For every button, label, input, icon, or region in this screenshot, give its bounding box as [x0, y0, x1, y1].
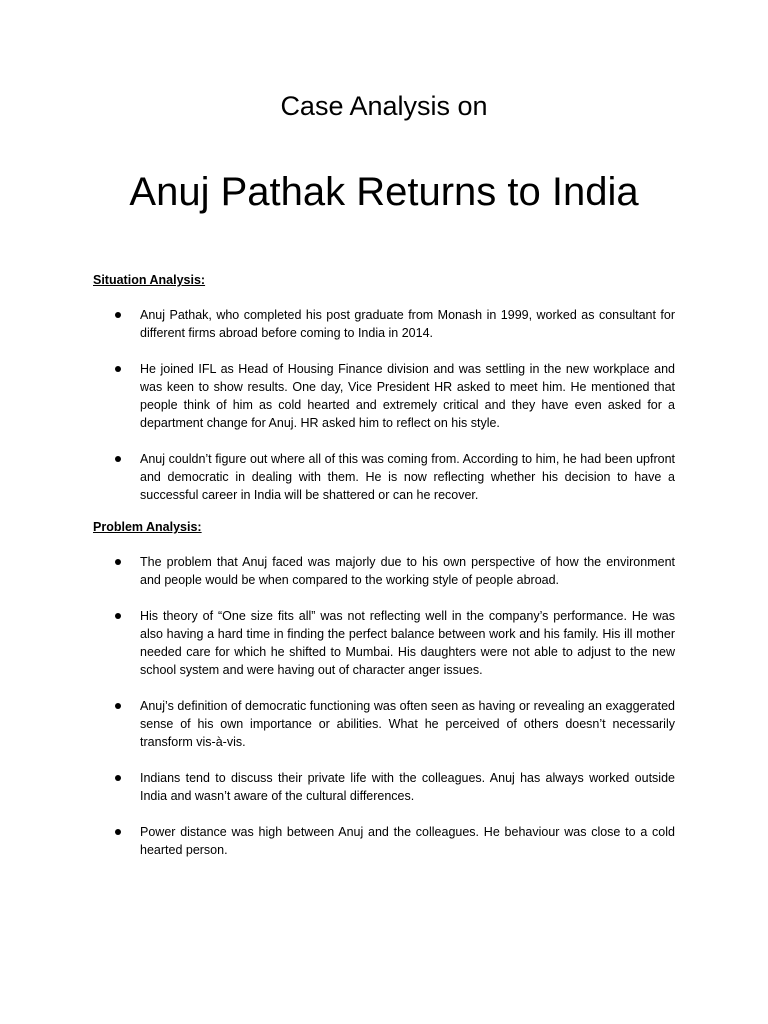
list-item: [93, 553, 675, 589]
list-item-text: Indians tend to discuss their private life with the colleagues. Anuj has always worked outside India and wasn’t aware of the cultural differences.: [140, 771, 675, 803]
list-item: [93, 607, 675, 679]
list-item: [93, 823, 675, 859]
list-item: [93, 360, 675, 432]
list-item: [93, 306, 675, 342]
bullet-icon: [115, 829, 121, 835]
bullet-icon: [115, 775, 121, 781]
list-item: [93, 769, 675, 805]
bullet-icon: [115, 703, 121, 709]
document-body: [93, 271, 675, 859]
bullet-list-problem-analysis: [93, 553, 675, 859]
bullet-icon: [115, 613, 121, 619]
bullet-list-situation-analysis: [93, 306, 675, 504]
list-item: [93, 697, 675, 751]
list-item-text: Anuj couldn’t figure out where all of this was coming from. According to him, he had been upfront and democratic in dealing with them. He is now reflecting whether his decision to have a successful career in India will be shattered or can he recover.: [140, 452, 675, 502]
list-item-text: The problem that Anuj faced was majorly due to his own perspective of how the environment and people would be when compared to the working style of people abroad.: [140, 555, 675, 587]
document-title: Anuj Pathak Returns to India: [129, 170, 639, 214]
document-subtitle: Case Analysis on: [280, 91, 488, 121]
list-item-text: Anuj Pathak, who completed his post graduate from Monash in 1999, worked as consultant for different firms abroad before coming to India in 2014.: [140, 308, 675, 340]
bullet-icon: [115, 456, 121, 462]
bullet-icon: [115, 366, 121, 372]
bullet-icon: [115, 312, 121, 318]
list-item-text: Anuj’s definition of democratic functioning was often seen as having or revealing an exaggerated sense of his own importance or abilities. What he perceived of others doesn’t necessarily transform vis-à-vis.: [140, 699, 675, 749]
list-item-text: His theory of “One size fits all” was not reflecting well in the company’s performance. He was also having a hard time in finding the perfect balance between work and his family. His ill mother needed care for which he shifted to Mumbai. His daughters were not able to adjust to the new school system and were having out of character anger issues.: [140, 609, 675, 677]
list-item-text: Power distance was high between Anuj and the colleagues. He behaviour was close to a cold hearted person.: [140, 825, 675, 857]
bullet-icon: [115, 559, 121, 565]
section-heading-situation-analysis: Situation Analysis:: [93, 273, 206, 287]
section-heading-problem-analysis: Problem Analysis:: [93, 520, 202, 534]
list-item: [93, 450, 675, 504]
list-item-text: He joined IFL as Head of Housing Finance division and was settling in the new workplace and was keen to show results. One day, Vice President HR asked to meet him. He mentioned that people think of him as cold hearted and extremely critical and they have even asked for a department change for Anuj. HR asked him to reflect on his style.: [140, 362, 675, 430]
